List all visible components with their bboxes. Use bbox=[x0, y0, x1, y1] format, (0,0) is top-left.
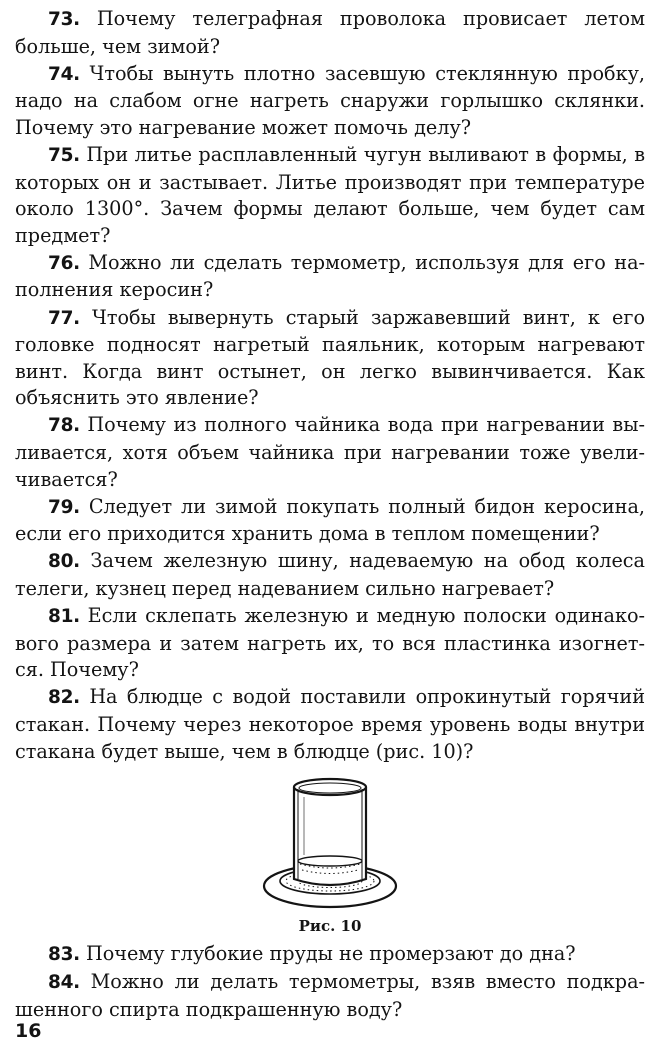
problem-number: 82. bbox=[48, 687, 80, 709]
glass-on-saucer-illustration bbox=[260, 775, 400, 915]
problem-number: 77. bbox=[48, 307, 80, 329]
problem-number: 74. bbox=[48, 63, 80, 85]
problem-77 bbox=[15, 305, 645, 412]
problem-text: Следует ли зимой покупать полный бидон керосина, если его приходится хранить дома в теплом помещении? bbox=[15, 494, 645, 546]
problem-76 bbox=[15, 250, 645, 304]
figure-caption: Рис. 10 bbox=[298, 917, 362, 936]
problem-number: 80. bbox=[48, 551, 80, 573]
problem-80 bbox=[15, 548, 645, 602]
problem-text: Можно ли сделать термометр, используя для его наполнения керосин? bbox=[15, 250, 645, 302]
problem-text: Чтобы вывернуть старый заржавевший винт, к его головке подносят нагретый паяльник, которым нагревают винт. Когда винт остынет, он легко вывинчивается. Как объяснить это явление? bbox=[15, 305, 645, 410]
problem-73 bbox=[15, 6, 645, 60]
problem-number: 78. bbox=[48, 415, 80, 437]
problem-text: Почему из полного чайника вода при нагревании выливается, хотя объем чайника при нагревании тоже увеличивается? bbox=[15, 413, 645, 491]
problem-75 bbox=[15, 142, 645, 249]
problem-text: Чтобы вынуть плотно засевшую стеклянную пробку, надо на слабом огне нагреть снаружи горлышко склянки. Почему это нагревание может помочь делу? bbox=[15, 61, 645, 139]
problem-number: 81. bbox=[48, 606, 80, 628]
problem-text: Зачем железную шину, надеваемую на обод колеса телеги, кузнец перед надеванием сильно нагревает? bbox=[15, 549, 645, 600]
problem-74 bbox=[15, 61, 645, 142]
problem-number: 79. bbox=[48, 496, 80, 518]
problem-number: 75. bbox=[48, 144, 80, 166]
page-content bbox=[15, 6, 645, 1024]
problem-text: Почему телеграфная проволока провисает летом больше, чем зимой? bbox=[15, 7, 645, 58]
glass-body bbox=[294, 787, 366, 885]
problem-number: 76. bbox=[48, 252, 80, 274]
problem-text: Можно ли делать термометры, взяв вместо подкрашенного спирта подкрашенную воду? bbox=[15, 970, 645, 1021]
problem-number: 73. bbox=[48, 9, 80, 30]
problem-84 bbox=[15, 969, 645, 1023]
problem-83 bbox=[15, 941, 645, 969]
problem-text: На блюдце с водой поставили опрокинутый горячий стакан. Почему через некоторое время уровень воды внутри стакана будет выше, чем в блюдце (рис. 10)? bbox=[15, 685, 645, 763]
problem-number: 84. bbox=[48, 972, 80, 994]
problem-82 bbox=[15, 684, 645, 765]
problem-79 bbox=[15, 494, 645, 548]
figure-glass-on-saucer bbox=[15, 775, 645, 935]
problem-text: Почему глубокие пруды не промерзают до дна? bbox=[85, 942, 576, 966]
problem-text: При литье расплавленный чугун выливают в формы, в которых он и застывает. Литье производят при температуре около 1300°. Зачем формы делают больше, чем будет сам предмет? bbox=[15, 142, 645, 247]
page-number: 16 bbox=[15, 1020, 42, 1042]
problem-78 bbox=[15, 412, 645, 493]
problem-text: Если склепать железную и медную полоски одинакового размера и затем нагреть их, то вся пластинка изогнется. Почему? bbox=[15, 604, 645, 682]
problem-81 bbox=[15, 603, 645, 684]
problem-number: 83. bbox=[48, 944, 80, 966]
